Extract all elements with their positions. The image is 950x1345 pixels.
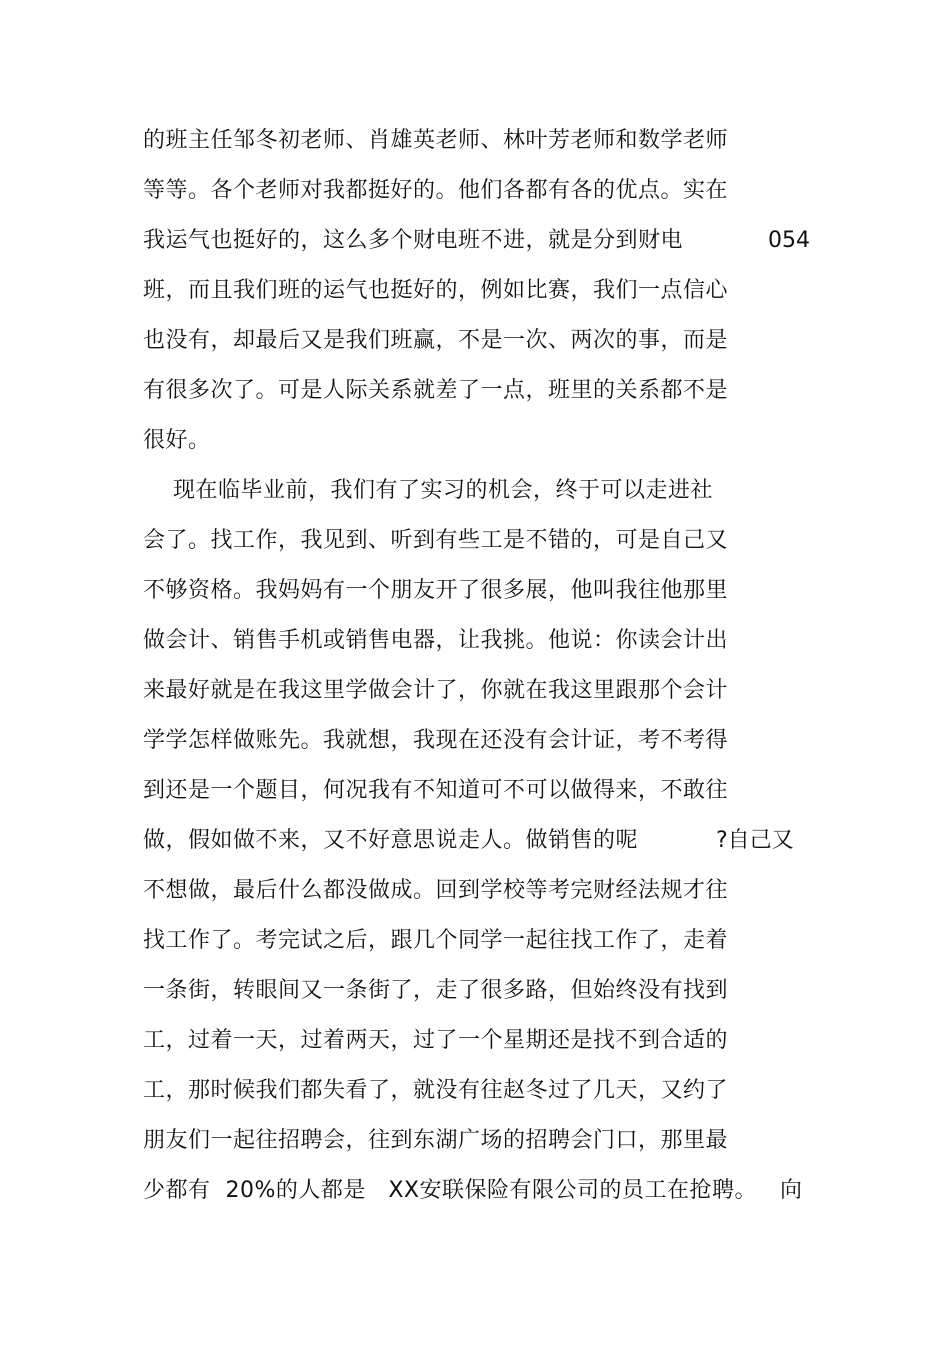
text-line: 找工作了。考完试之后，跟几个同学一起往找工作了，走着 (143, 928, 729, 953)
text-line: 工，过着一天，过着两天，过了一个星期还是找不到合适的 (143, 1028, 729, 1053)
text-line: 不想做，最后什么都没做成。回到学校等考完财经法规才往 (143, 878, 729, 903)
margin-note-overflow: ?自己又 (716, 828, 794, 853)
text-line: 学学怎样做账先。我就想，我现在还没有会计证，考不考得 (143, 728, 729, 753)
text-line: 班，而且我们班的运气也挺好的，例如比赛，我们一点信心 (143, 278, 729, 303)
text-line: 不够资格。我妈妈有一个朋友开了很多展，他叫我往他那里 (143, 578, 729, 603)
text-line: 有很多次了。可是人际关系就差了一点，班里的关系都不是 (143, 378, 729, 403)
text-line: 也没有，却最后又是我们班赢，不是一次、两次的事，而是 (143, 328, 729, 353)
margin-note-page-number: 054 (768, 228, 810, 253)
paragraph-start-line: 现在临毕业前，我们有了实习的机会，终于可以走进社 (143, 478, 713, 503)
text-line: 一条街，转眼间又一条街了，走了很多路，但始终没有找到 (143, 978, 729, 1003)
text-line: 的班主任邹冬初老师、肖雄英老师、林叶芳老师和数学老师 (143, 128, 729, 153)
text-line: 来最好就是在我这里学做会计了，你就在我这里跟那个会计 (143, 678, 729, 703)
text-line: 等等。各个老师对我都挺好的。他们各都有各的优点。实在 (143, 178, 729, 203)
text-line: 到还是一个题目，何况我有不知道可不可以做得来，不敢往 (143, 778, 729, 803)
text-line: 朋友们一起往招聘会，往到东湖广场的招聘会门口，那里最 (143, 1128, 729, 1153)
text-line: 工，那时候我们都失看了，就没有往赵冬过了几天，又约了 (143, 1078, 729, 1103)
text-line: 做，假如做不来，又不好意思说走人。做销售的呢 (143, 828, 639, 853)
text-line: 会了。找工作，我见到、听到有些工是不错的，可是自己又 (143, 528, 729, 553)
text-line: 我运气也挺好的，这么多个财电班不进，就是分到财电 (143, 228, 684, 253)
text-line: 少都有 20%的人都是 XX安联保险有限公司的员工在抢聘。 (143, 1178, 758, 1203)
text-line: 做会计、销售手机或销售电器，让我挑。他说：你读会计出 (143, 628, 729, 653)
text-line: 很好。 (143, 428, 211, 453)
margin-note-overflow: 向 (780, 1178, 803, 1203)
